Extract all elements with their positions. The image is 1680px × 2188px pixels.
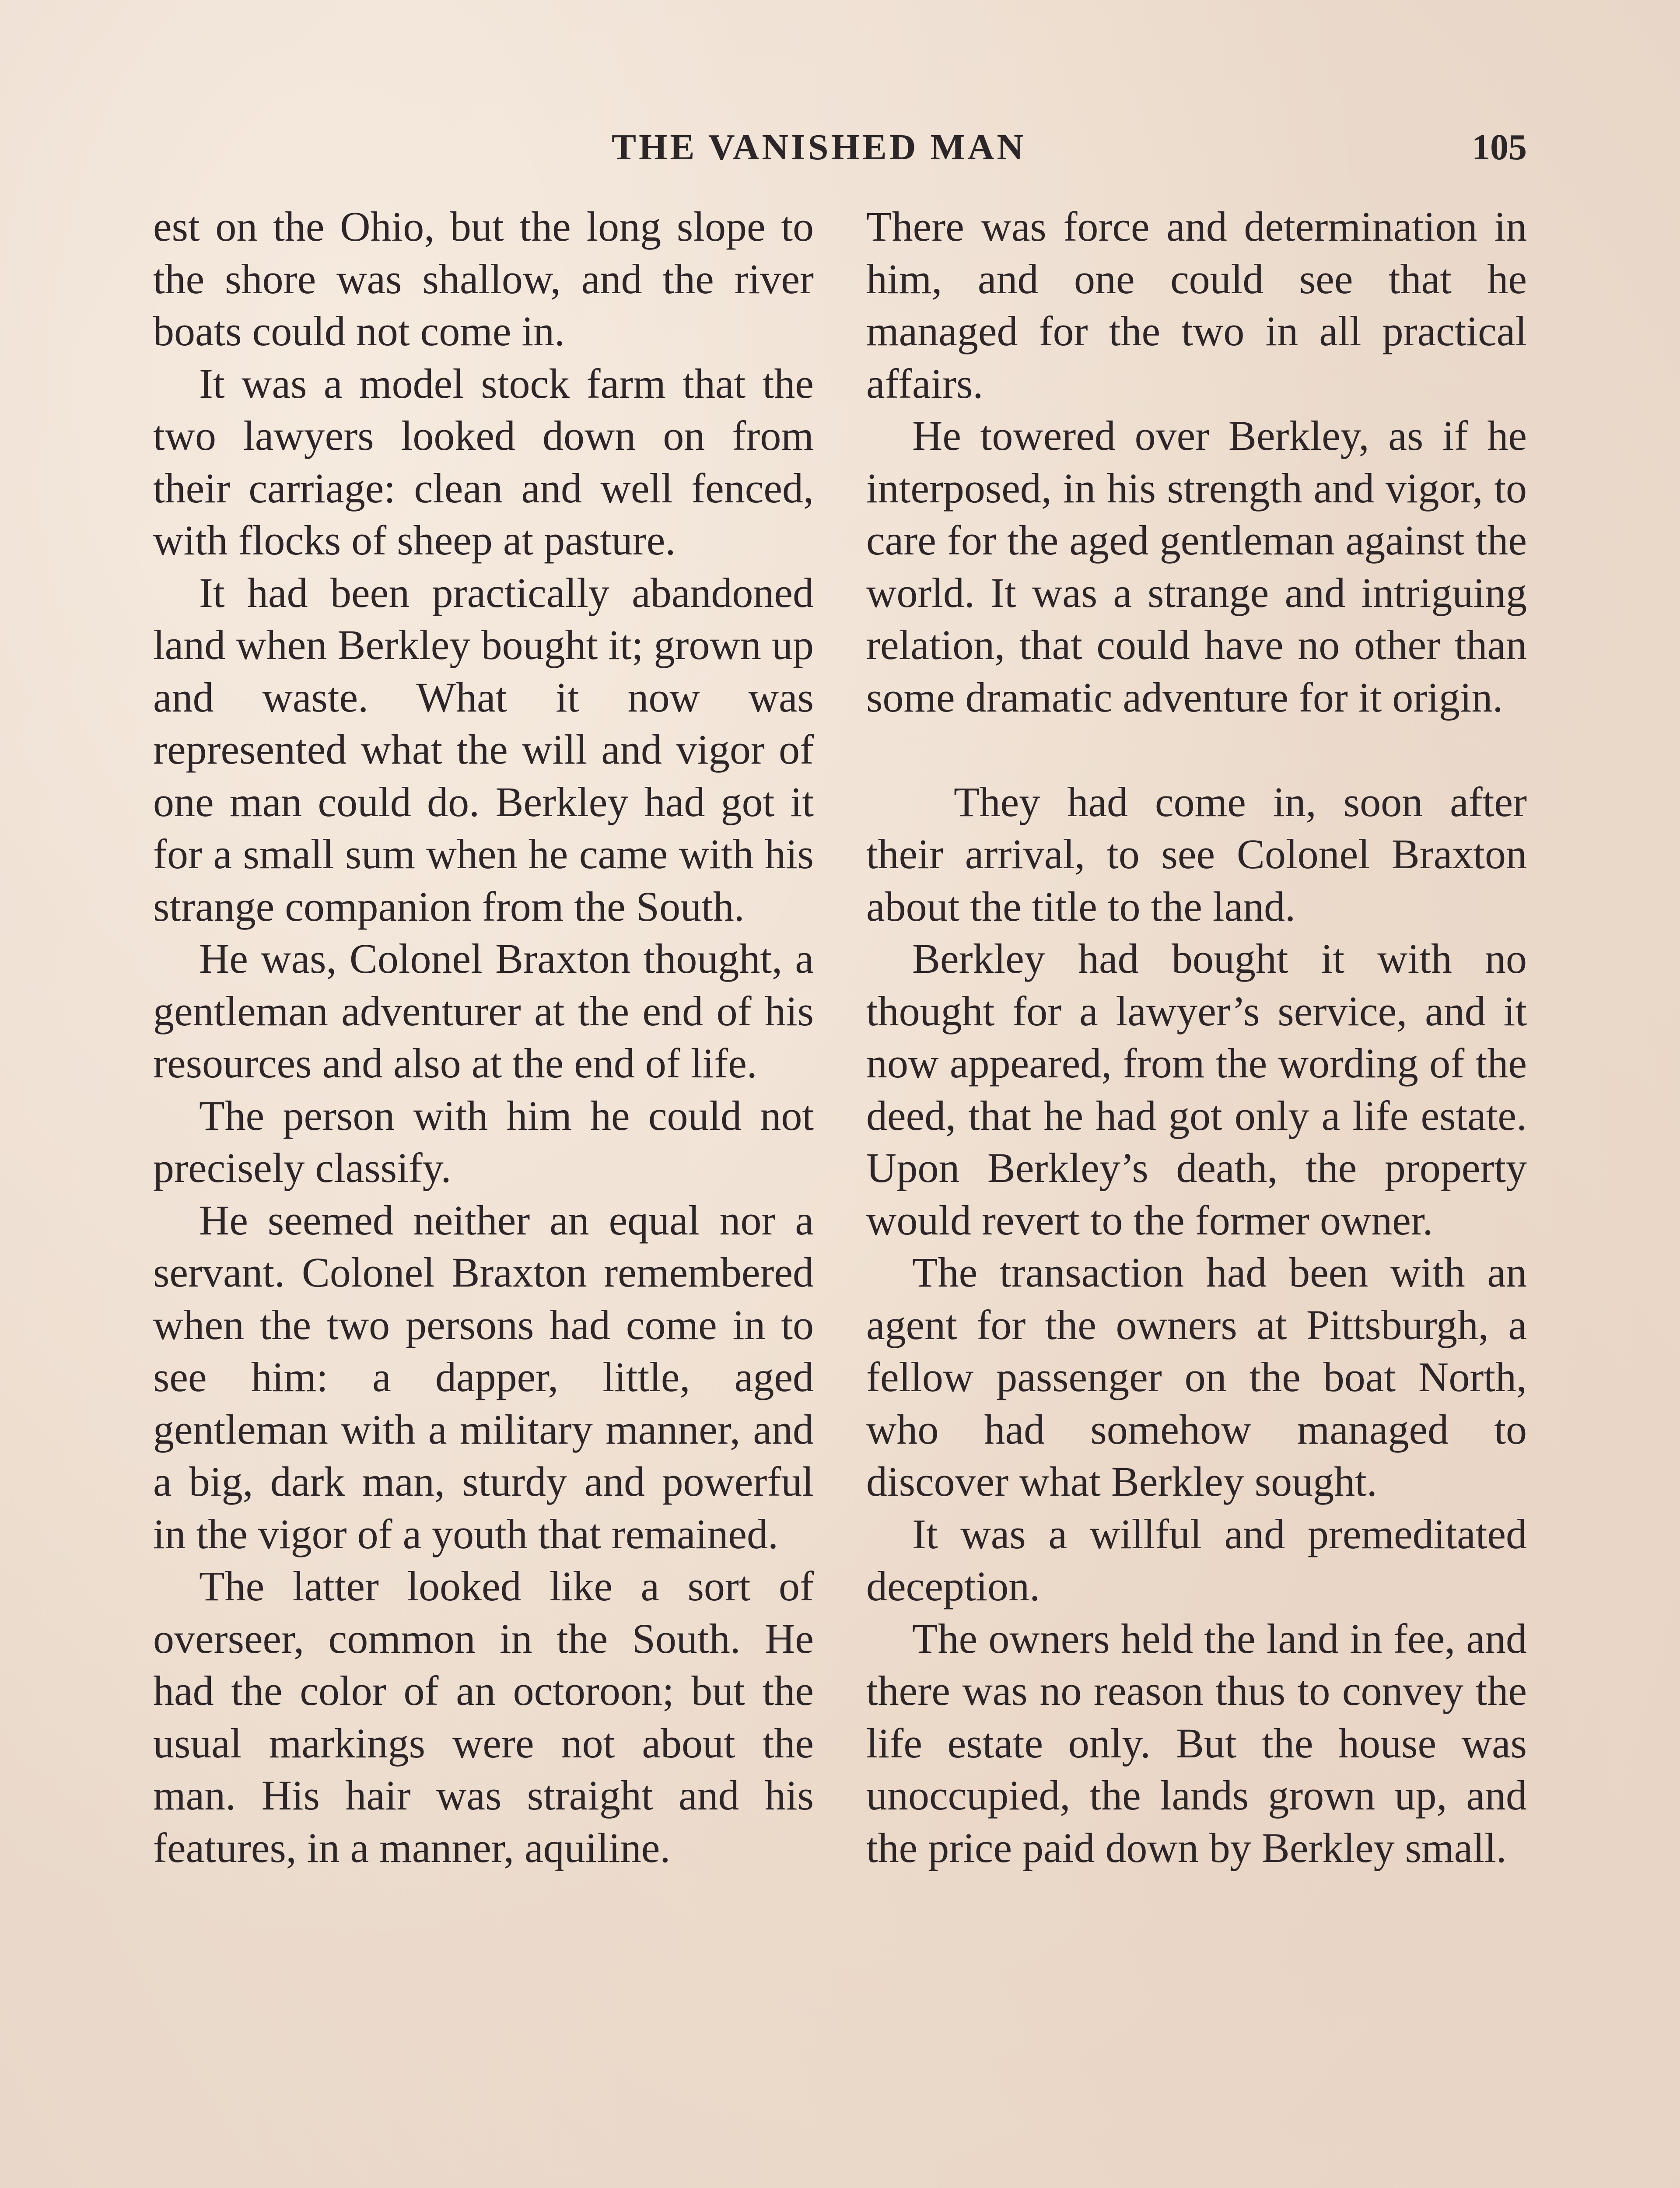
paragraph: He was, Colonel Braxton thought, a gentleman adventurer at the end of his resources and also at the end of life. bbox=[153, 935, 814, 1087]
paragraph: Berkley had bought it with no thought for a lawyer’s service, and it now appeared, from the wording of the deed, that he had got only a life estate. Upon Berkley’s death, the property would revert to the former owner. bbox=[866, 935, 1527, 1244]
paragraph: They had come in, soon after their arrival, to see Colonel Braxton about the title to the land. bbox=[866, 778, 1527, 930]
paragraph: est on the Ohio, but the long slope to the shore was shallow, and the river boats could not come in. bbox=[153, 203, 814, 354]
page-number: 105 bbox=[1472, 127, 1527, 168]
left-column bbox=[153, 200, 814, 1874]
right-column bbox=[866, 200, 1527, 1874]
paragraph: It had been practically abandoned land when Berkley bought it; grown up and waste. What it now was represented what the will and vigor of one man could do. Berkley had got it for a small sum when he came with his strange companion from the South. bbox=[153, 569, 814, 930]
paragraph: It was a willful and premeditated deception. bbox=[866, 1510, 1527, 1609]
running-title: THE VANISHED MAN bbox=[612, 127, 1026, 168]
paragraph: The latter looked like a sort of overseer, common in the South. He had the color of an octoroon; but the usual markings were not about the man. His hair was straight and his features, in a manner, aquiline. bbox=[153, 1563, 814, 1871]
paragraph: The owners held the land in fee, and there was no reason thus to convey the life estate only. But the house was unoccupied, the lands grown up, and the price paid down by Berkley small. bbox=[866, 1615, 1527, 1871]
paragraph: He towered over Berkley, as if he interposed, in his strength and vigor, to care for the aged gentleman against the world. It was a strange and intriguing relation, that could have no other than some dramatic adventure for it origin. bbox=[866, 412, 1527, 721]
paragraph: The transaction had been with an agent for the owners at Pittsburgh, a fellow passenger on the boat North, who had somehow managed to discover what Berkley sought. bbox=[866, 1249, 1527, 1505]
paragraph: There was force and determination in him, and one could see that he managed for the two in all practical affairs. bbox=[866, 203, 1527, 407]
running-head bbox=[153, 126, 1527, 174]
paragraph: The person with him he could not precisely classify. bbox=[153, 1092, 814, 1191]
paragraph: He seemed neither an equal nor a servant. Colonel Braxton remembered when the two persons had come in to see him: a dapper, little, aged gentleman with a military manner, and a big, dark man, sturdy and powerful in the vigor of a youth that remained. bbox=[153, 1196, 814, 1557]
paragraph: It was a model stock farm that the two lawyers looked down on from their carriage: clean and well fenced, with flocks of sheep at pasture. bbox=[153, 360, 814, 564]
